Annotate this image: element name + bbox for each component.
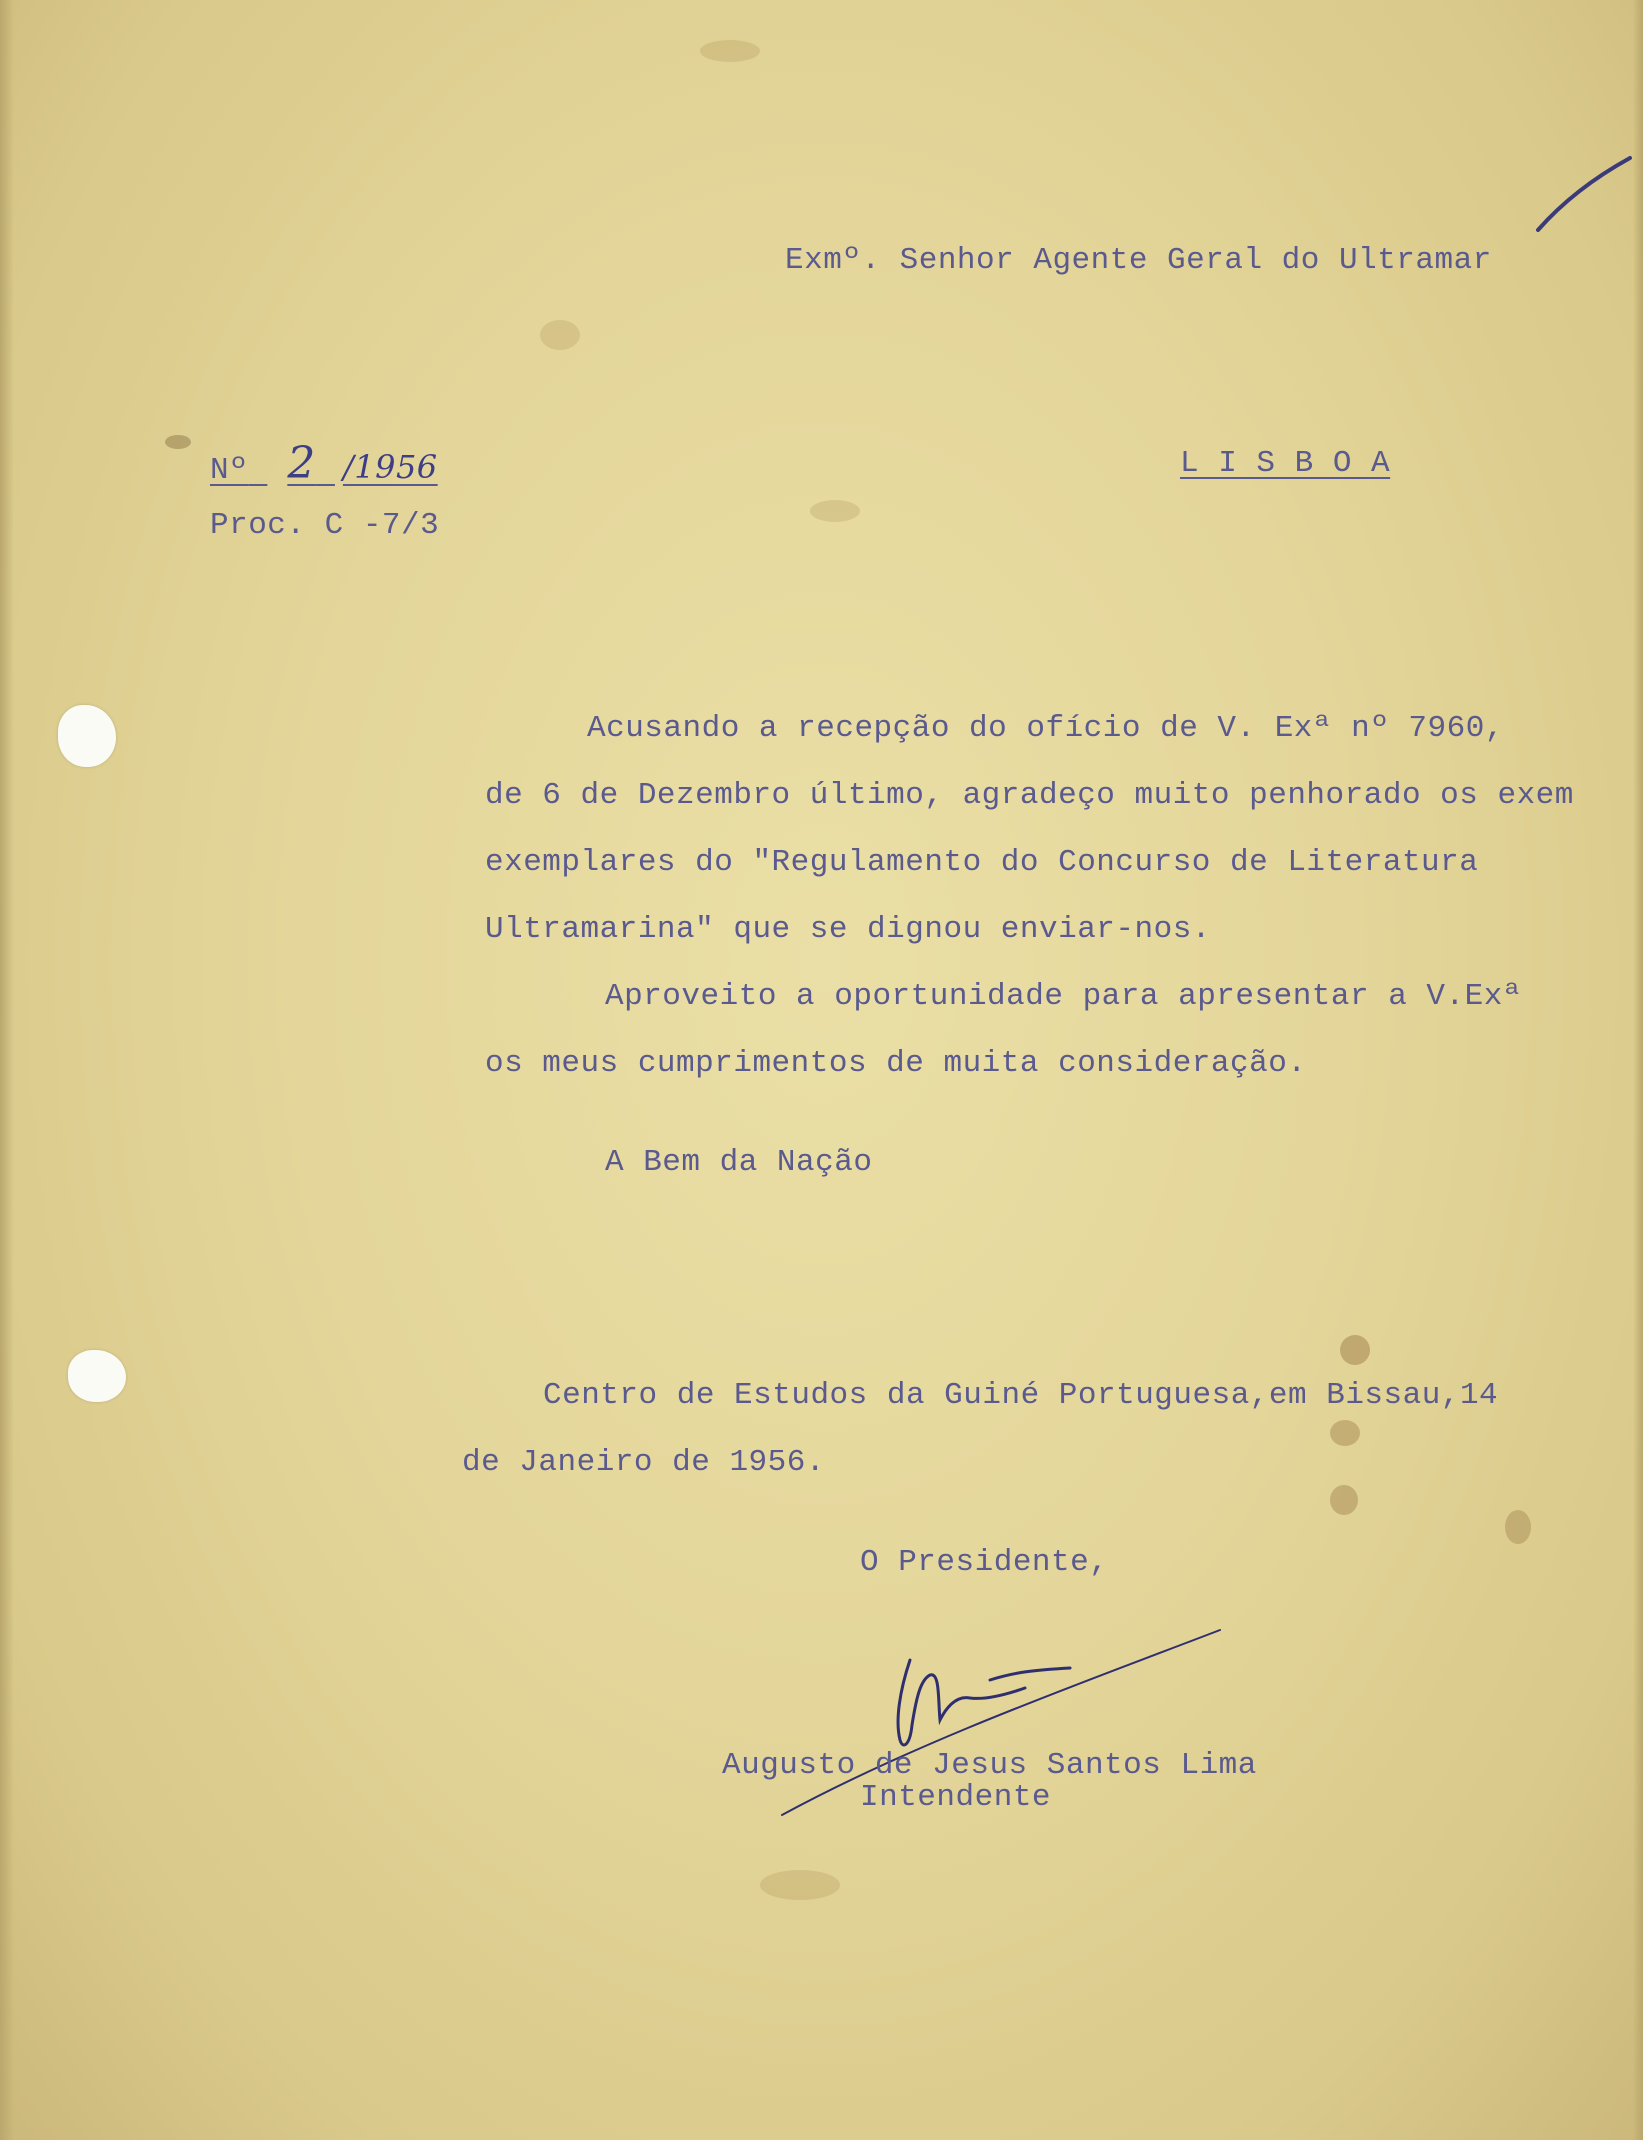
- place-date-line: Centro de Estudos da Guiné Portuguesa,em Bissau,14: [543, 1378, 1499, 1413]
- stain: [1505, 1510, 1531, 1544]
- signatory-role: Intendente: [860, 1780, 1052, 1815]
- body-line: de 6 de Dezembro último, agradeço muito penhorado os exem: [485, 778, 1574, 813]
- city-heading: L I S B O A: [1180, 446, 1391, 481]
- process-reference: Proc. C -7/3: [210, 508, 440, 543]
- closing-salutation: A Bem da Nação: [605, 1145, 873, 1180]
- stain: [1330, 1420, 1360, 1446]
- stain: [165, 435, 191, 449]
- stain: [1340, 1335, 1370, 1365]
- stain: [540, 320, 580, 350]
- signatory-title: O Presidente,: [860, 1545, 1109, 1580]
- body-line: exemplares do "Regulamento do Concurso de Literatura: [485, 845, 1479, 880]
- signatory-name: Augusto de Jesus Santos Lima: [722, 1748, 1257, 1783]
- addressee-line: Exmº. Senhor Agente Geral do Ultramar: [785, 243, 1492, 278]
- body-line: Ultramarina" que se dignou enviar-nos.: [485, 912, 1211, 947]
- document-number: [210, 438, 438, 489]
- paper-edge-right: [1633, 0, 1643, 2140]
- pencil-mark: [1530, 150, 1640, 250]
- body-line: os meus cumprimentos de muita consideração.: [485, 1046, 1307, 1081]
- number-handwritten: 2: [287, 438, 316, 489]
- body-line: Aproveito a oportunidade para apresentar a V.Exª: [605, 979, 1522, 1014]
- paper-edge-left: [0, 0, 14, 2140]
- punch-hole: [68, 1350, 126, 1402]
- number-year: /1956: [342, 448, 438, 486]
- stain: [1330, 1485, 1358, 1515]
- body-line: Acusando a recepção do ofício de V. Exª nº 7960,: [587, 711, 1504, 746]
- stain: [760, 1870, 840, 1900]
- place-date-line: de Janeiro de 1956.: [462, 1445, 825, 1480]
- stain: [810, 500, 860, 522]
- stain: [700, 40, 760, 62]
- punch-hole: [58, 705, 116, 767]
- number-prefix: Nº: [210, 453, 249, 488]
